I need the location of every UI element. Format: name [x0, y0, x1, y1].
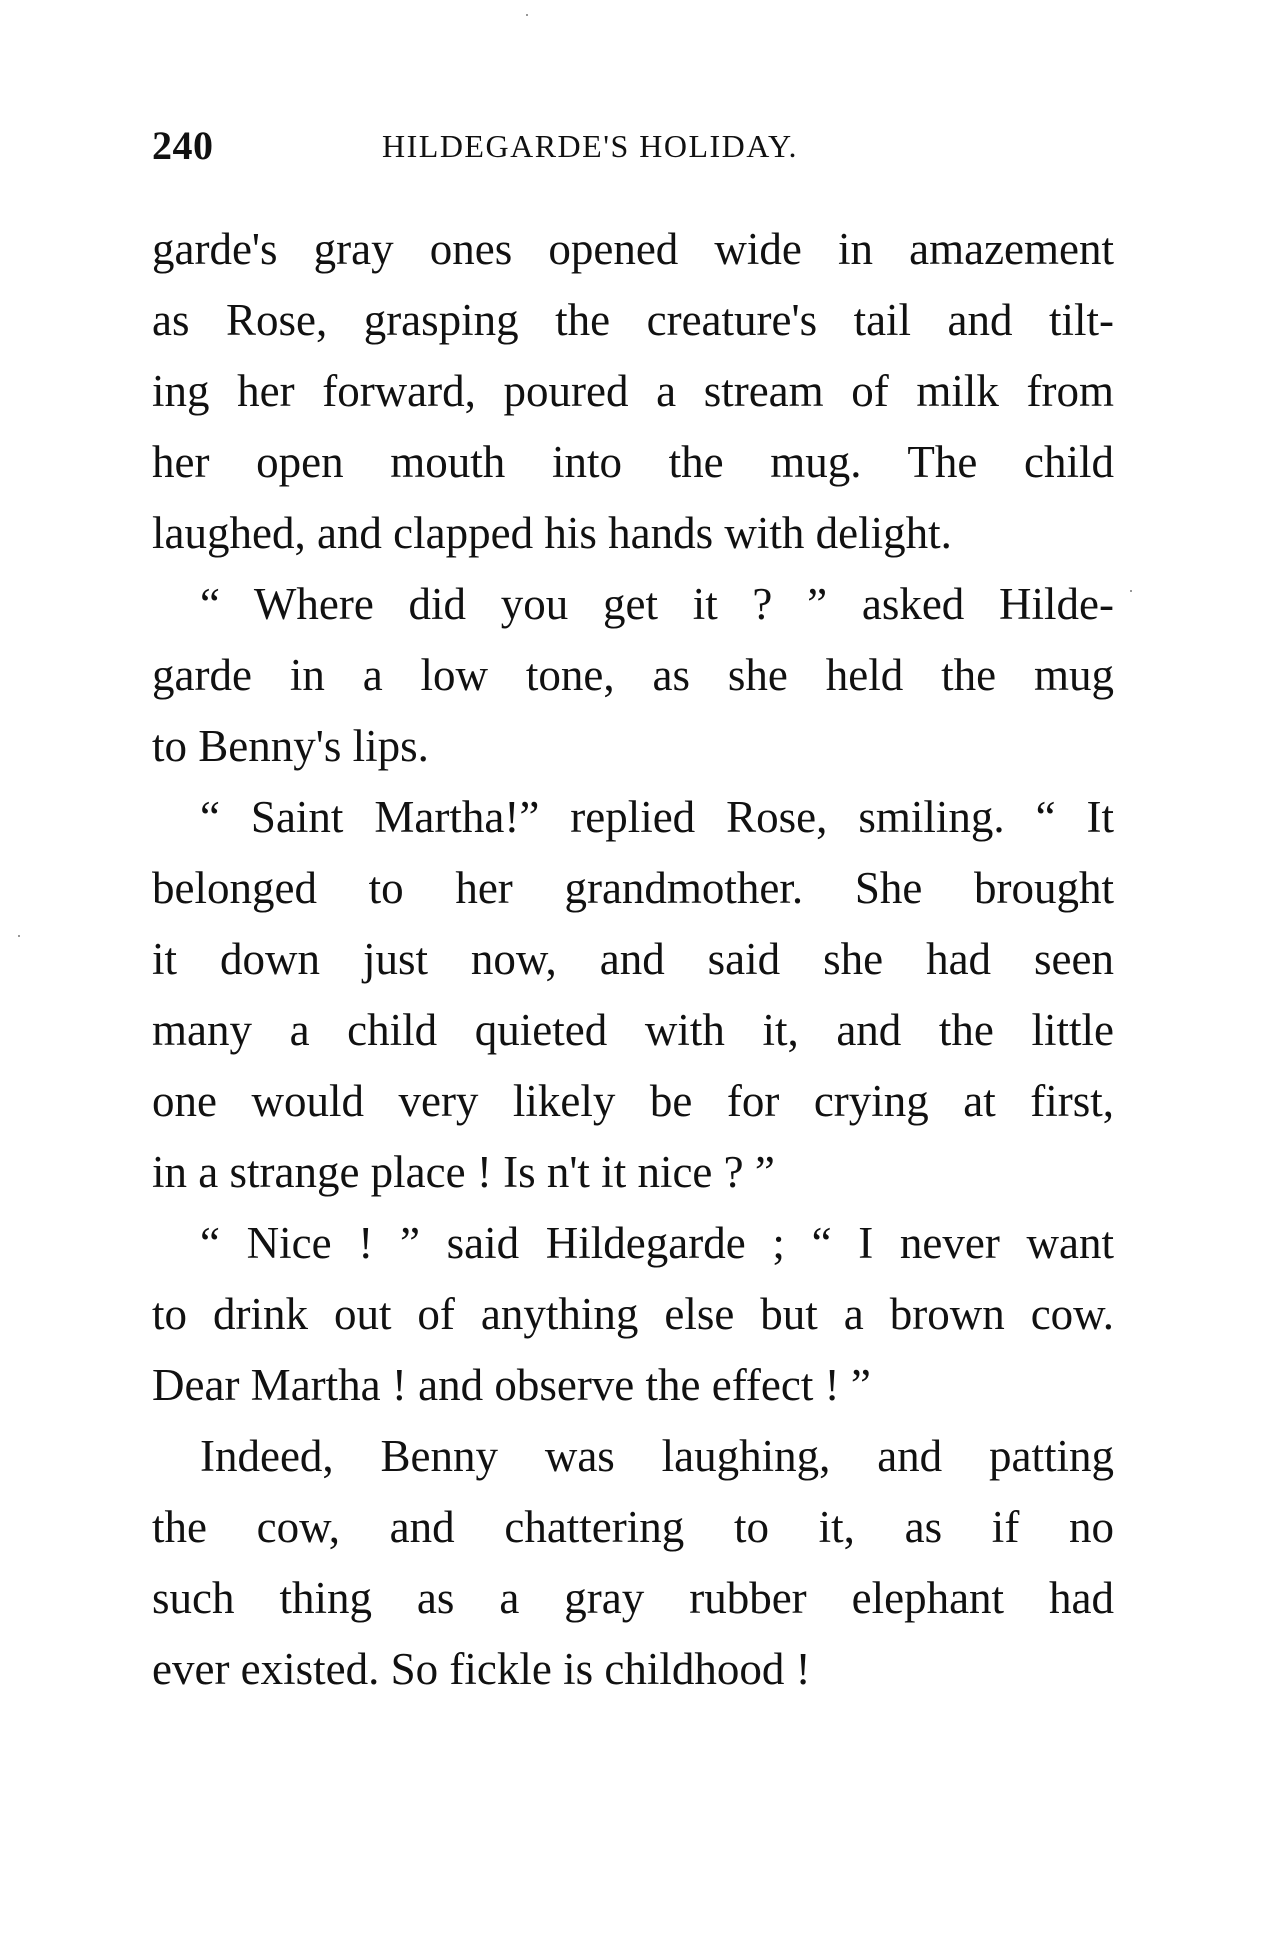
text-line: one would very likely be for crying at first,: [152, 1076, 1114, 1126]
page-header: [152, 122, 1112, 172]
text-line: to Benny's lips.: [152, 721, 429, 771]
text-line: “ Nice ! ” said Hildegarde ; “ I never want: [200, 1218, 1114, 1268]
text-line: many a child quieted with it, and the little: [152, 1005, 1114, 1055]
text-line: ever existed. So fickle is childhood !: [152, 1644, 811, 1694]
text-line: it down just now, and said she had seen: [152, 934, 1114, 984]
text-line: garde in a low tone, as she held the mug: [152, 650, 1114, 700]
page-number: 240: [152, 123, 214, 168]
text-line: laughed, and clapped his hands with delight.: [152, 508, 952, 558]
paper-speck: [1130, 590, 1132, 592]
text-line: her open mouth into the mug. The child: [152, 437, 1114, 487]
text-line: “ Saint Martha!” replied Rose, smiling. “ It: [200, 792, 1114, 842]
text-line: the cow, and chattering to it, as if no: [152, 1502, 1114, 1552]
paper-speck: [526, 14, 528, 16]
text-line: as Rose, grasping the creature's tail and tilt-: [152, 295, 1114, 345]
text-line: ing her forward, poured a stream of milk from: [152, 366, 1114, 416]
text-line: Indeed, Benny was laughing, and patting: [200, 1431, 1114, 1481]
text-line: in a strange place ! Is n't it nice ? ”: [152, 1147, 775, 1197]
text-line: to drink out of anything else but a brown cow.: [152, 1289, 1114, 1339]
text-line: Dear Martha ! and observe the effect ! ”: [152, 1360, 871, 1410]
text-line: such thing as a gray rubber elephant had: [152, 1573, 1114, 1623]
running-head: HILDEGARDE'S HOLIDAY.: [382, 128, 798, 164]
text-line: garde's gray ones opened wide in amazement: [152, 224, 1114, 274]
text-line: “ Where did you get it ? ” asked Hilde-: [200, 579, 1114, 629]
body-text: [152, 214, 1114, 1705]
text-line: belonged to her grandmother. She brought: [152, 863, 1114, 913]
paper-speck: [18, 935, 20, 937]
